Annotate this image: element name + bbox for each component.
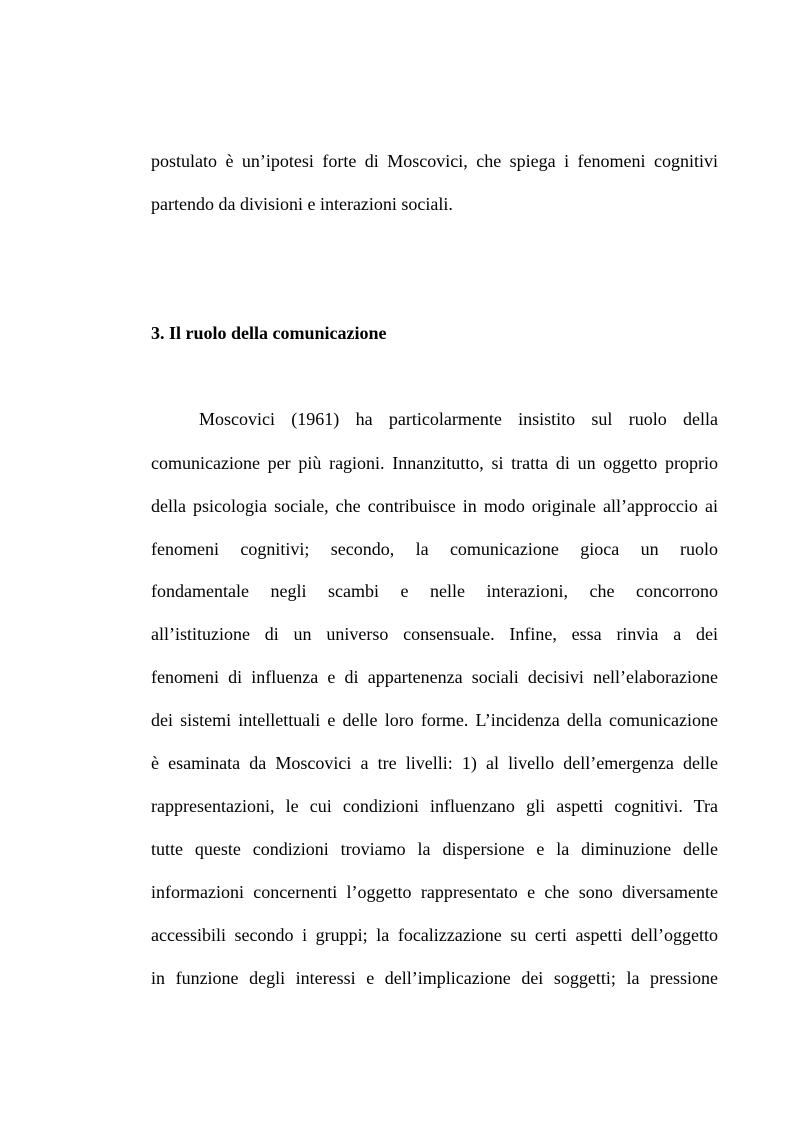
body-line-8: dei sistemi intellettuali e delle loro forme. L’incidenza della comunicazione — [151, 710, 718, 730]
body-line-5: fondamentale negli scambi e nelle interazioni, che concorrono — [151, 581, 718, 601]
body-line-4: fenomeni cognitivi; secondo, la comunicazione gioca un ruolo — [151, 539, 718, 559]
body-line-2: comunicazione per più ragioni. Innanzitutto, si tratta di un oggetto proprio — [151, 453, 718, 473]
intro-line-2: partendo da divisioni e interazioni sociali. — [151, 194, 453, 214]
section-heading: 3. Il ruolo della comunicazione — [151, 323, 387, 343]
body-line-6: all’istituzione di un universo consensuale. Infine, essa rinvia a dei — [151, 624, 718, 644]
body-line-3: della psicologia sociale, che contribuisce in modo originale all’approccio ai — [151, 496, 718, 516]
body-line-14: in funzione degli interessi e dell’implicazione dei soggetti; la pressione — [151, 968, 718, 988]
body-line-1: Moscovici (1961) ha particolarmente insistito sul ruolo della — [199, 409, 718, 429]
body-line-9: è esaminata da Moscovici a tre livelli: 1) al livello dell’emergenza delle — [151, 753, 718, 773]
intro-line-1: postulato è un’ipotesi forte di Moscovici, che spiega i fenomeni cognitivi — [151, 151, 718, 171]
body-line-12: informazioni concernenti l’oggetto rappresentato e che sono diversamente — [151, 882, 718, 902]
body-line-11: tutte queste condizioni troviamo la dispersione e la diminuzione delle — [151, 839, 718, 859]
body-line-10: rappresentazioni, le cui condizioni influenzano gli aspetti cognitivi. Tra — [151, 796, 718, 816]
body-line-13: accessibili secondo i gruppi; la focalizzazione su certi aspetti dell’oggetto — [151, 925, 718, 945]
body-line-7: fenomeni di influenza e di appartenenza sociali decisivi nell’elaborazione — [151, 667, 718, 687]
